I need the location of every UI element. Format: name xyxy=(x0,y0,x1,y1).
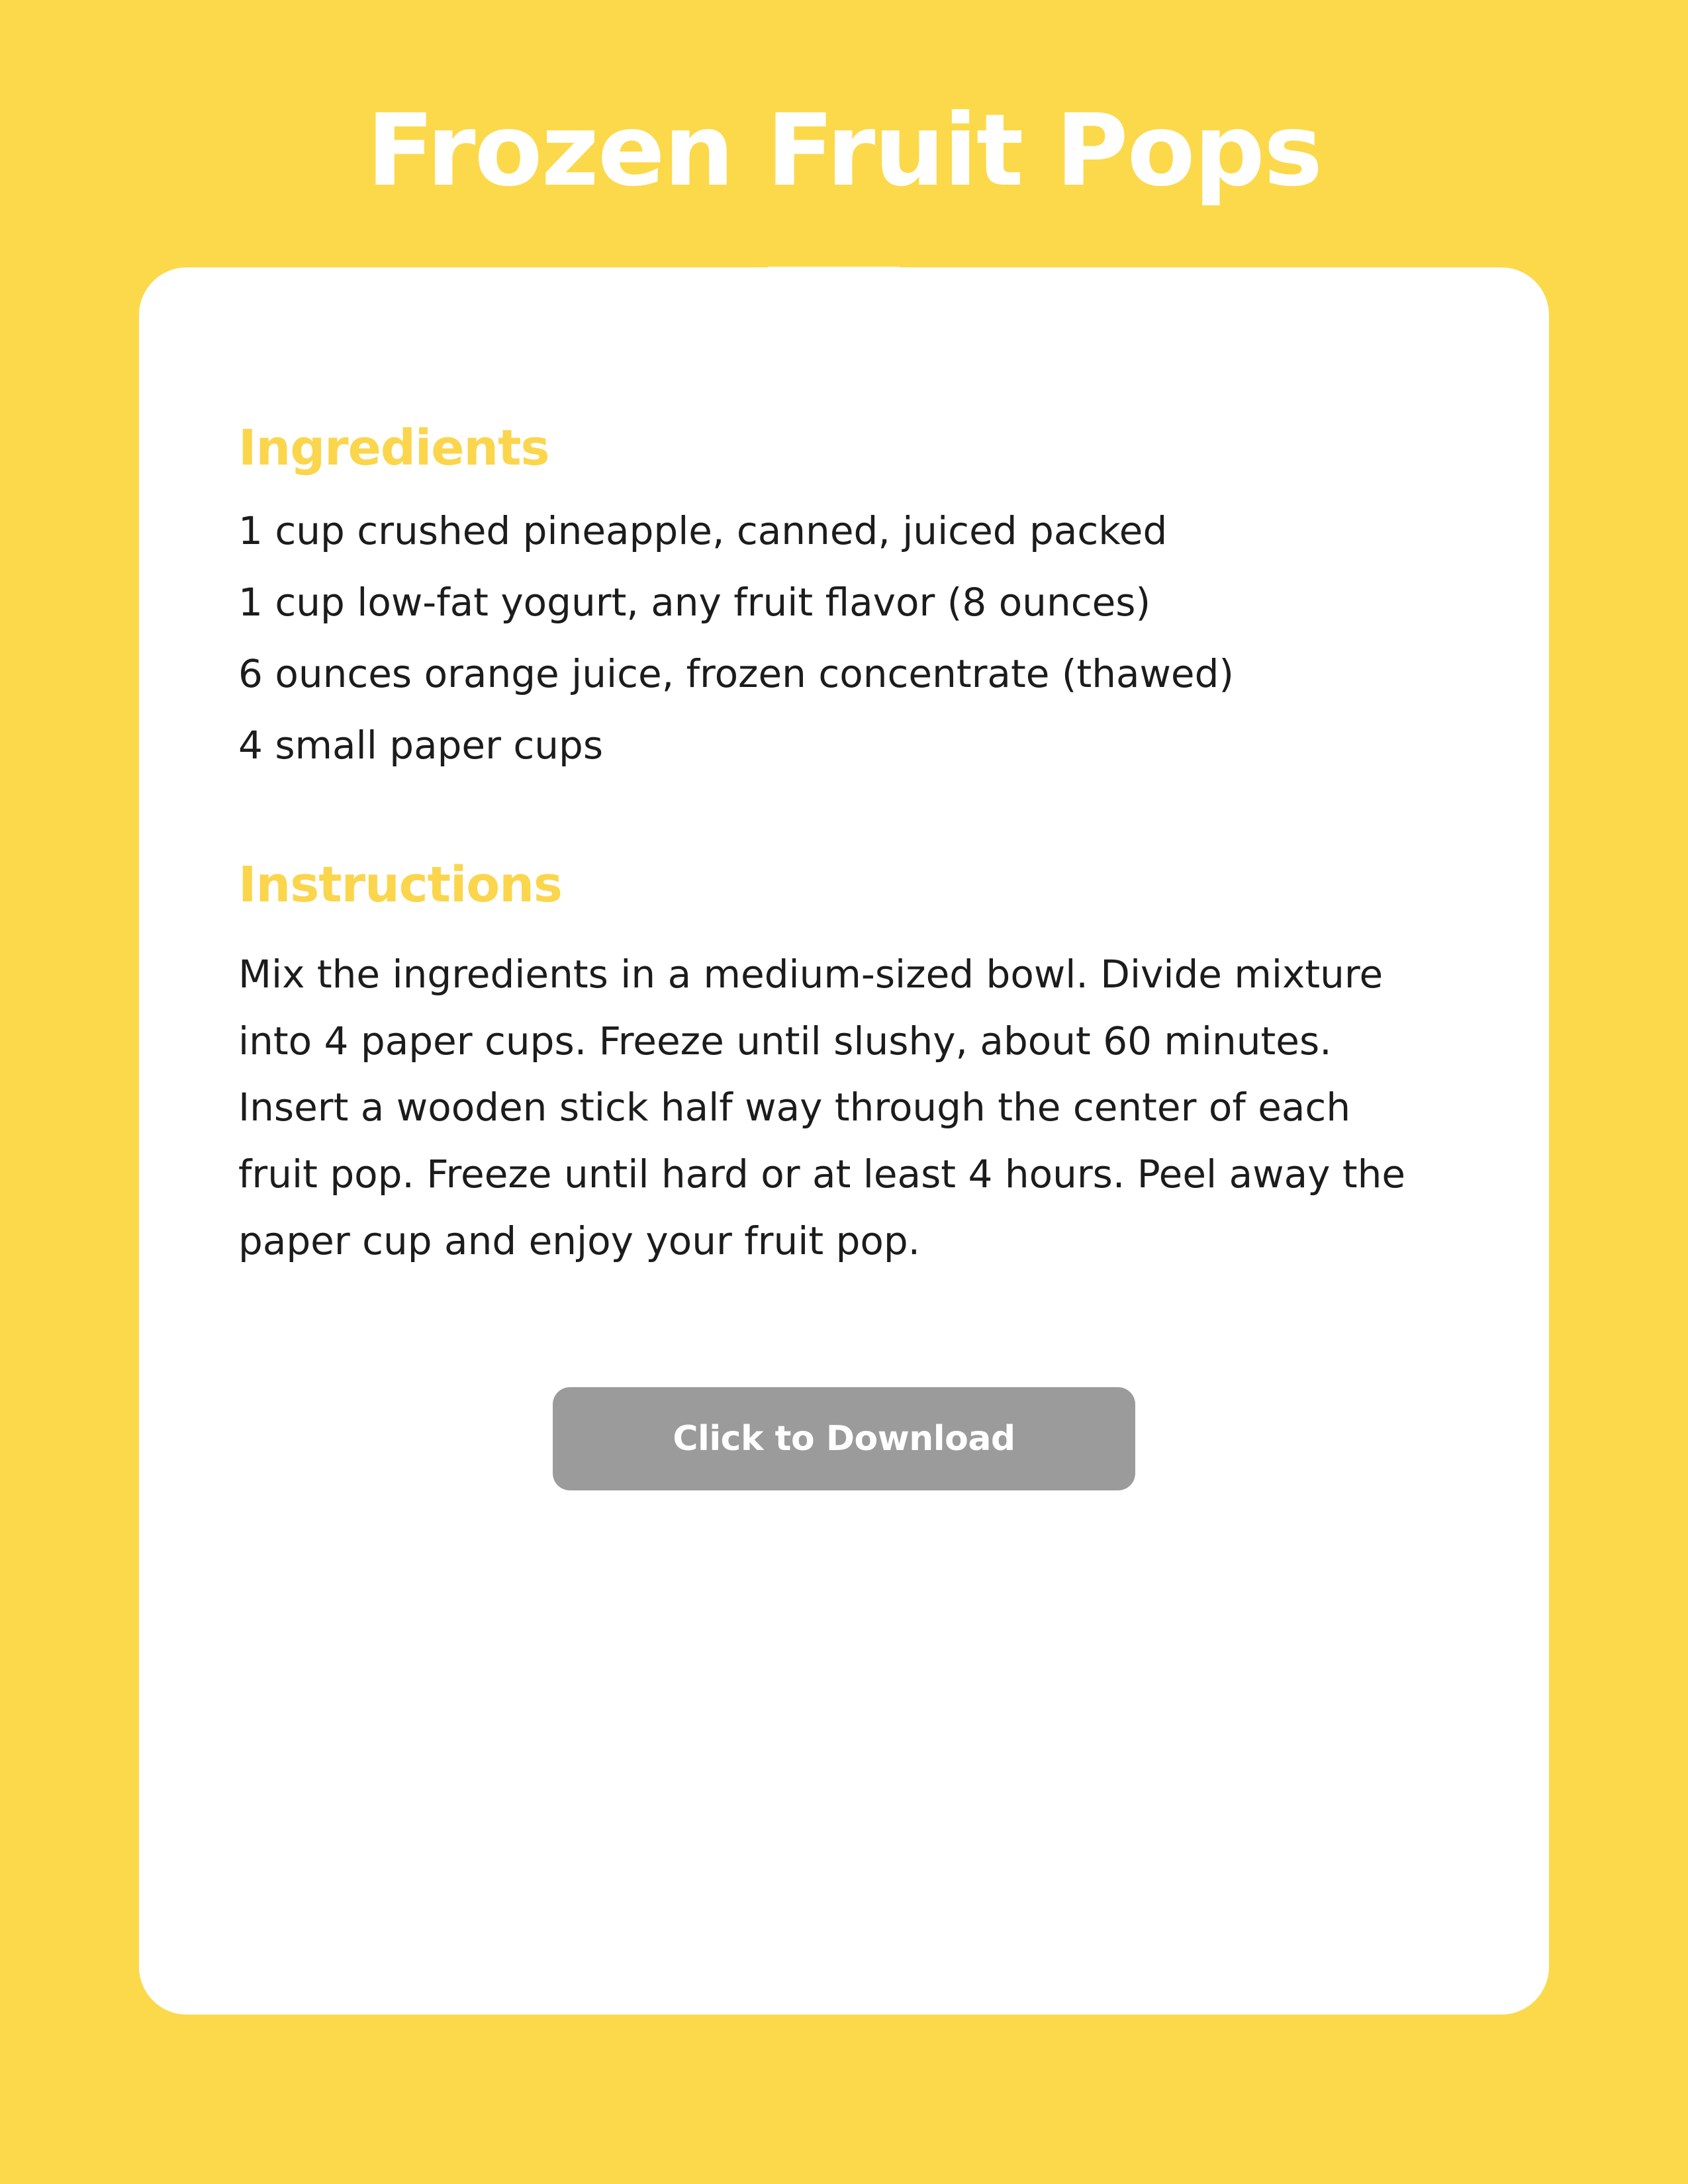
download-row xyxy=(238,1387,1450,1490)
recipe-card xyxy=(139,267,1549,2015)
instructions-heading: Instructions xyxy=(238,856,562,913)
list-item: 1 cup low-fat yogurt, any fruit flavor (8 ounces) xyxy=(238,579,1151,625)
recipe-card-wrapper xyxy=(139,267,1549,2015)
ingredients-list xyxy=(238,504,1450,772)
page-title: Frozen Fruit Pops xyxy=(366,93,1322,208)
list-item: 4 small paper cups xyxy=(238,722,604,768)
ingredients-heading: Ingredients xyxy=(238,419,549,477)
instructions-text: Mix the ingredients in a medium-sized bowl. Divide mixture into 4 paper cups. Freeze until slushy, about 60 minutes. Insert a wooden stick half way through the center of each fruit pop. Freeze until hard or at least 4 hours. Peel away the paper cup and enjoy your fruit pop. xyxy=(238,951,1406,1264)
speech-bubble-tail xyxy=(768,267,900,399)
list-item: 1 cup crushed pineapple, canned, juiced packed xyxy=(238,508,1168,553)
list-item: 6 ounces orange juice, frozen concentrate (thawed) xyxy=(238,651,1235,696)
download-button[interactable]: Click to Download xyxy=(553,1387,1135,1490)
